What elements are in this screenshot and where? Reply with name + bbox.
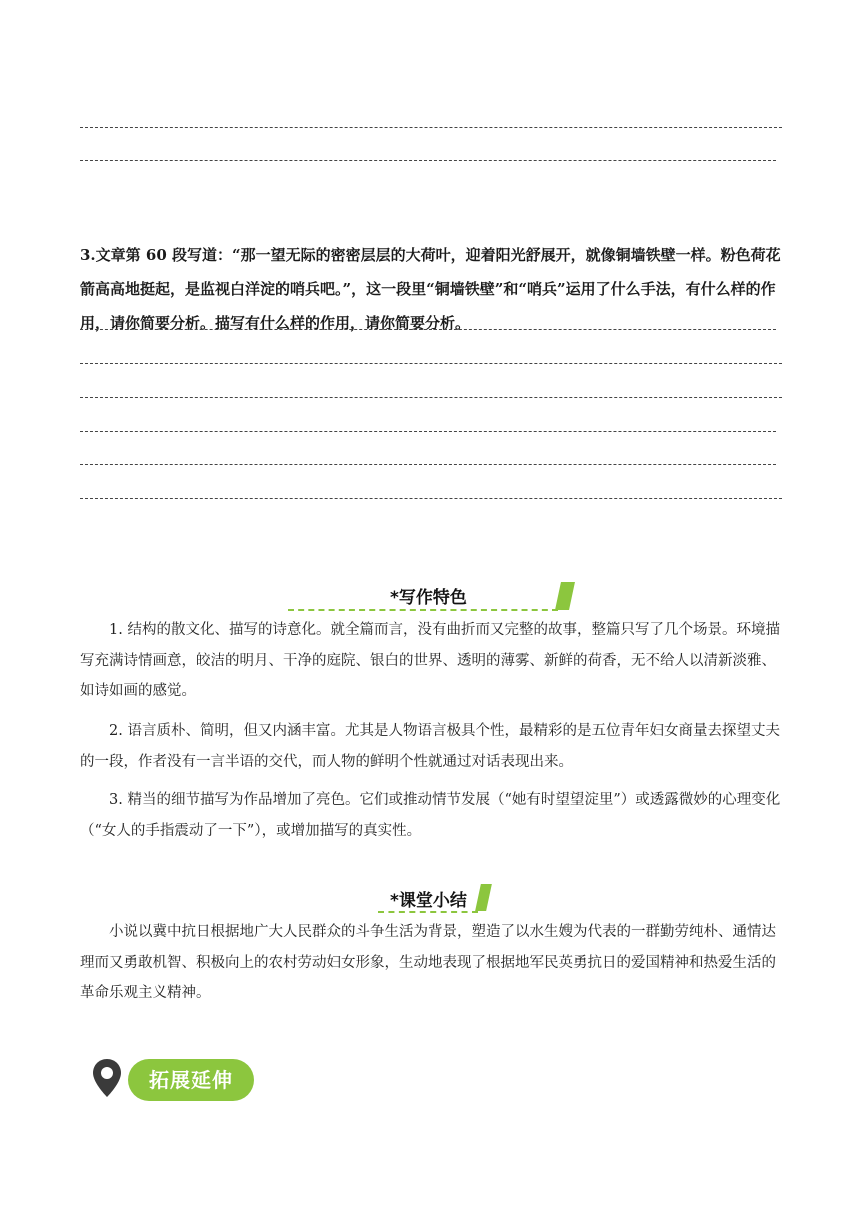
heading-underline [288, 609, 558, 611]
class-summary-text: 小说以冀中抗日根据地广大人民群众的斗争生活为背景，塑造了以水生嫂为代表的一群勤劳纯朴、通情达理而又勇敢机智、积极向上的农村劳动妇女形象，生动地表现了根据地军民英勇抗日的爱国精神和热爱生活的革命乐观主义精神。 [80, 924, 776, 1001]
writing-feature-item: 2. 语言质朴、简明，但又内涵丰富。尤其是人物语言极具个性，最精彩的是五位青年妇女商量去探望丈夫的一段，作者没有一言半语的交代，而人物的鲜明个性就通过对话表现出来。 [80, 723, 780, 770]
writing-feature-item: 1. 结构的散文化、描写的诗意化。就全篇而言，没有曲折而又完整的故事，整篇只写了几个场景。环境描写充满诗情画意，皎洁的明月、干净的庭院、银白的世界、透明的薄雾、新鲜的荷香，无不给人以清新淡雅、如诗如画的感觉。 [80, 622, 780, 699]
class-summary-heading: *课堂小结 [390, 891, 467, 911]
heading-flag [475, 884, 492, 911]
answer-line [80, 431, 776, 432]
writing-features-heading: *写作特色 [390, 588, 467, 608]
answer-line [80, 464, 776, 465]
heading-flag [555, 582, 575, 610]
extension-badge: 拓展延伸 [128, 1059, 254, 1101]
answer-line [80, 363, 782, 364]
location-pin-icon [92, 1058, 122, 1098]
answer-line [80, 329, 776, 330]
question-3: 3.文章第 60 段写道：“那一望无际的密密层层的大荷叶，迎着阳光舒展开，就像铜墙铁壁一样。粉色荷花箭高高地挺起，是监视白洋淀的哨兵吧。”，这一段里“铜墙铁壁”和“哨兵”运用了什么手法，有什么样的作用，请你简要分析。描写有什么样的作用，请你简要分析。 [80, 246, 781, 332]
answer-line [80, 160, 776, 161]
answer-line [80, 397, 782, 398]
answer-line [80, 498, 782, 499]
answer-line [80, 127, 782, 128]
writing-feature-item: 3. 精当的细节描写为作品增加了亮色。它们或推动情节发展（“她有时望望淀里”）或透露微妙的心理变化（“女人的手指震动了一下”），或增加描写的真实性。 [80, 792, 781, 839]
heading-underline [378, 911, 478, 913]
